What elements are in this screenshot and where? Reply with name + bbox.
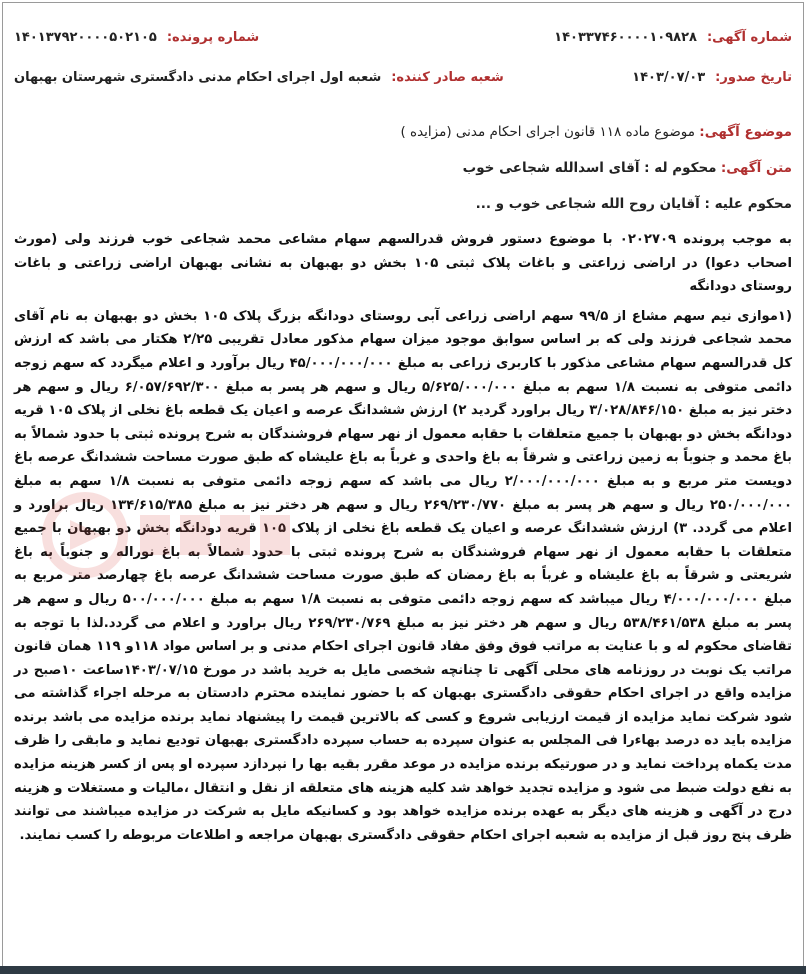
issue-date-block: [632, 70, 792, 85]
ruled-for: محکوم له : آقای اسدالله شجاعی خوب: [462, 160, 717, 176]
header-row-2: [14, 70, 792, 85]
ad-number-label: شماره آگهی:: [706, 30, 792, 45]
case-number: ۱۴۰۱۳۷۹۲۰۰۰۰۵۰۲۱۰۵: [14, 30, 157, 45]
ruled-against-line: [14, 196, 792, 212]
issue-date-label: تاریخ صدور:: [715, 70, 792, 85]
case-number-label: شماره پرونده:: [166, 30, 260, 45]
issuer: شعبه اول اجرای احکام مدنی دادگستری شهرستان بهبهان: [14, 70, 382, 85]
ad-number: ۱۴۰۳۳۷۴۶۰۰۰۰۱۰۹۸۲۸: [554, 30, 697, 45]
subject-label: موضوع آگهی:: [699, 124, 792, 140]
ad-body: [14, 228, 792, 853]
body-paragraph-1: به موجب پرونده ۰۲۰۲۷۰۹ با موضوع دستور فروش قدرالسهم سهام مشاعی محمد شجاعی خوب فرزند ولی (مورث اصحاب دعوا) در اراضی زراعتی و باغات پلاک ثبتی ۱۰۵ بخش دو بهبهان به نشانی بهبهان اراضی زراعتی و باغات روستای دودانگه: [14, 232, 793, 295]
header-row-1: [14, 30, 792, 45]
issuer-label: شعبه صادر کننده:: [391, 70, 504, 85]
ruled-against: محکوم علیه : آقایان روح الله شجاعی خوب و ...: [475, 196, 792, 212]
subject-line: [14, 124, 792, 140]
issue-date: ۱۴۰۳/۰۷/۰۳: [632, 70, 706, 85]
issuer-block: [14, 70, 504, 85]
body-paragraph-2: (۱موازی نیم سهم مشاع از ۹۹/۵ سهم اراضی زراعی آبی روستای دودانگه بزرگ پلاک ۱۰۵ بخش دو بهبهان به نام آقای محمد شجاعی فرزند ولی که بر اساس سوابق موجود میزان سهام مذکور معادل تقریبی ۲/۲۵ هکتار می باشد که ارزش کل قدرالسهم سهام مشاعی مذکور با کاربری زراعی به مبلغ ۴۵/۰۰۰/۰۰۰/۰۰۰ ریال برآورد و اعلام میگردد که سهم زوجه دائمی متوفی به نسبت ۱/۸ سهم به مبلغ ۵/۶۲۵/۰۰۰/۰۰۰ ریال و سهم هر پسر به مبلغ ۶/۰۵۷/۶۹۲/۳۰۰ ریال و سهم هر دختر نیز به مبلغ ۳/۰۲۸/۸۴۶/۱۵۰ ریال براورد گردید ۲) ارزش ششدانگ عرصه و اعیان یک قطعه باغ نخلی از پلاک ۱۰۵ قریه دودانگه بخش دو بهبهان با جمیع متعلقات با حقابه معمول از نهر سهام فروشندگان به شرح پرونده ثبتی با حدود شمالاً به باغ محمد و جنوباً به زمین زراعتی و شرقاً به باغ واحدی و غرباً به باغ علیشاه که طبق صورت مساحت ششدانگ عرصه باغ دویست متر مربع و به مبلغ ۲/۰۰۰/۰۰۰/۰۰۰ ریال می باشد که سهم زوجه دائمی متوفی به نسبت ۱/۸ سهم به مبلغ ۲۵۰/۰۰۰/۰۰۰ ریال و سهم هر پسر به مبلغ ۲۶۹/۲۳۰/۷۷۰ ریال و سهم هر دختر نیز به مبلغ ۱۳۴/۶۱۵/۳۸۵ ریال براورد و اعلام می گردد. ۳) ارزش ششدانگ عرصه و اعیان یک قطعه باغ نخلی از پلاک ۱۰۵ قریه دودانگه بخش دو بهبهان با جمیع متعلقات با حقابه معمول از نهر سهام فروشندگان به شرح پرونده ثبتی با حدود شمالاً به باغ نوراله و جنوباً به باغ شریعتی و شرقاً به باغ علیشاه و غرباً به باغ رمضان که طبق صورت مساحت ششدانگ عرصه باغ چهارصد متر مربع به مبلغ ۴/۰۰۰/۰۰۰/۰۰۰ ریال میباشد که سهم زوجه دائمی متوفی به نسبت ۱/۸ سهم به مبلغ ۵۰۰/۰۰۰/۰۰۰ ریال و سهم هر پسر به مبلغ ۵۳۸/۴۶۱/۵۳۸ ریال و سهم هر دختر نیز به مبلغ ۲۶۹/۲۳۰/۷۶۹ ریال براورد و اعلام می گردد.لذا با توجه به تقاضای محکوم له و با عنایت به مراتب فوق وفق مفاد قانون اجرای احکام مدنی و بر اساس مواد ۱۱۸و ۱۱۹ همان قانون مراتب یک نوبت در روزنامه های محلی آگهی تا چنانچه شخصی مایل به خرید باشد در مورخ ۱۴۰۳/۰۷/۱۵ساعت ۱۰صبح در مزایده واقع در اجرای احکام حقوقی دادگستری بهبهان که با حضور نماینده محترم دادستان به مرحله اجراء گذاشته می شود شرکت نماید مزایده از قیمت ارزیابی شروع و کسی که بالاترین قیمت را پیشنهاد نماید برنده مزایده می باشد برنده مزایده باید ده درصد بهاءرا فی المجلس به عنوان سپرده به حساب سپرده دادگستری بهبهان تودیع نماید و مابقی را ظرف مدت یکماه پرداخت نماید و در صورتیکه برنده مزایده در موعد مقرر بقیه بها را نپردازد سپرده او پس از کسر هزینه مزایده به نفع دولت ضبط می شود و مزایده تجدید خواهد شد کلیه هزینه های متعلقه از نقل و انتقال ،مالیات و مستغلات و هزینه درج در آگهی و هزینه های دیگر به عهده برنده مزایده خواهد بود و کسانیکه مایل به شرکت در مزایده میباشند می توانند ظرف پنج روز قبل از مزایده به شعبه اجرای احکام حقوقی دادگستری بهبهان مراجعه و اطلاعات مربوطه را کسب نمایند.: [14, 308, 793, 843]
ad-number-block: [554, 30, 792, 45]
subject-value: موضوع ماده ۱۱۸ قانون اجرای احکام مدنی (مزایده ): [400, 124, 695, 140]
text-label: متن آگهی:: [720, 160, 792, 176]
text-line: [14, 160, 792, 176]
bottom-bar: [0, 966, 806, 974]
case-number-block: [14, 30, 259, 45]
